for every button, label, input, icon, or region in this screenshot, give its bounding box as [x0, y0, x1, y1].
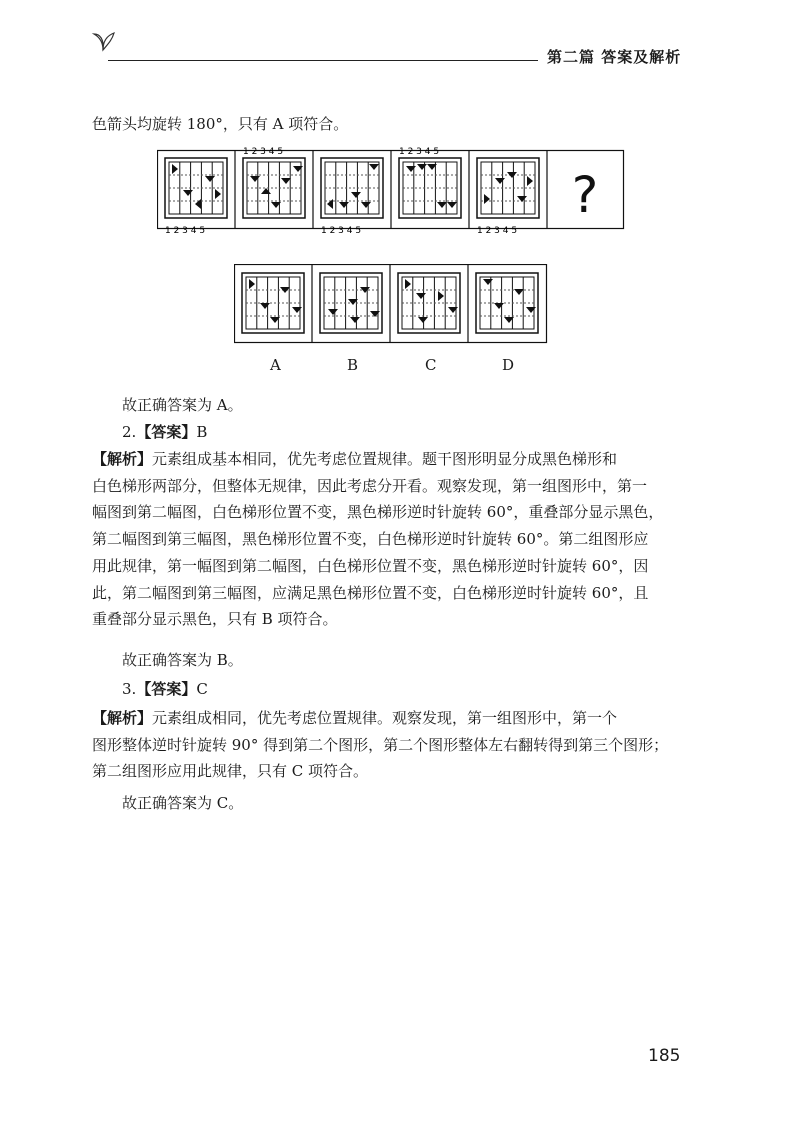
question-panel-4 [399, 158, 461, 218]
q2-analysis-line: 白色梯形两部分，但整体无规律，因此考虑分开看。观察发现，第一组图形中，第一 [92, 476, 648, 495]
option-panel-d [476, 273, 538, 333]
question-panel-3 [321, 158, 383, 218]
leaf-icon [90, 30, 116, 52]
q2-answer: B [196, 423, 208, 441]
q2-answer-tag: 【答案】 [136, 423, 197, 441]
q2-analysis-line: 元素组成基本相同，优先考虑位置规律。题干图形明显分成黑色梯形和 [152, 450, 618, 468]
question-panel-2 [243, 158, 305, 218]
option-label-b: B [347, 356, 359, 374]
option-panel-a [242, 273, 304, 333]
q3-analysis-line: 第二组图形应用此规律，只有 C 项符合。 [92, 762, 369, 781]
q2-analysis-line: 幅图到第二幅图，白色梯形位置不变，黑色梯形逆时针旋转 60°，重叠部分显示黑色， [92, 503, 664, 522]
page-number: 185 [648, 1046, 681, 1066]
question-figure-row [157, 146, 629, 234]
q2-analysis-line: 第二幅图到第三幅图，黑色梯形位置不变，白色梯形逆时针旋转 60°。第二组图形应 [92, 530, 649, 549]
q3-number: 3. [122, 680, 137, 698]
ruler-label-2: 1 2 3 4 5 [243, 147, 284, 157]
q3-answer-line [122, 676, 722, 703]
q2-analysis-tag: 【解析】 [92, 450, 153, 468]
option-label-c: C [425, 356, 437, 374]
option-figure-row [234, 264, 552, 346]
question-panel-1 [165, 158, 227, 218]
q2-analysis-line: 用此规律，第一幅图到第二幅图，白色梯形位置不变，黑色梯形逆时针旋转 60°，因 [92, 556, 649, 575]
q3-analysis-tag: 【解析】 [92, 709, 153, 727]
answer1-conclusion: 故正确答案为 A。 [122, 396, 243, 414]
q2-analysis [92, 446, 692, 633]
q3-conclusion: 故正确答案为 C。 [122, 794, 244, 812]
q3-analysis [92, 705, 692, 785]
q3-analysis-line: 元素组成相同，优先考虑位置规律。观察发现，第一组图形中，第一个 [152, 709, 618, 727]
q2-analysis-line: 重叠部分显示黑色，只有 B 项符合。 [92, 610, 338, 629]
option-label-a: A [270, 356, 281, 374]
q3-answer: C [196, 680, 208, 698]
q2-analysis-line: 此，第二幅图到第三幅图，应满足黑色梯形位置不变，白色梯形逆时针旋转 60°，且 [92, 583, 649, 602]
option-panel-c [398, 273, 460, 333]
ruler-label-3: 1 2 3 4 5 [321, 226, 362, 234]
ruler-label-4: 1 2 3 4 5 [399, 147, 440, 157]
q2-answer-line [122, 419, 722, 446]
question-panel-5 [477, 158, 539, 218]
q2-number: 2. [122, 423, 137, 441]
option-label-d: D [502, 356, 515, 374]
q2-conclusion: 故正确答案为 B。 [122, 651, 243, 669]
ruler-label-5: 1 2 3 4 5 [477, 226, 518, 234]
q3-answer-tag: 【答案】 [136, 680, 197, 698]
option-panel-b [320, 273, 382, 333]
ruler-label-1: 1 2 3 4 5 [165, 226, 206, 234]
q3-analysis-line: 图形整体逆时针旋转 90° 得到第二个图形，第二个图形整体左右翻转得到第三个图形； [92, 735, 669, 754]
question-mark: ? [571, 166, 599, 224]
header-rule [108, 60, 538, 61]
intro-line: 色箭头均旋转 180°，只有 A 项符合。 [92, 115, 349, 133]
section-title: 第二篇 答案及解析 [547, 48, 682, 66]
